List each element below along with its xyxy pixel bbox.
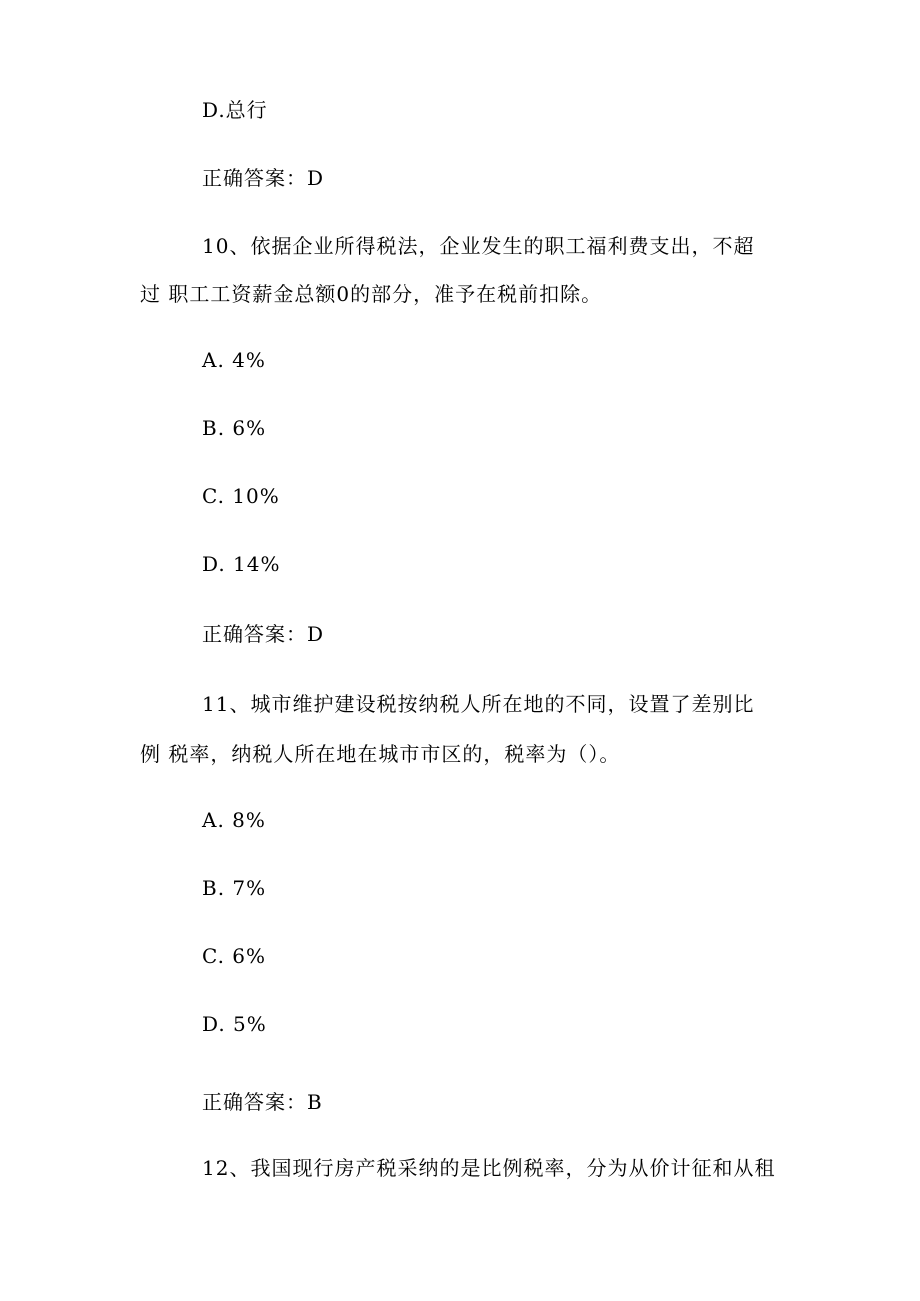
question-10-line2: 过 职工工资薪金总额0的部分，准予在税前扣除。: [140, 282, 603, 306]
q10-option-d: D. 14%: [202, 552, 281, 576]
answer-q9: 正确答案：D: [202, 166, 325, 190]
question-11-line2: 例 税率，纳税人所在地在城市市区的，税率为（）。: [140, 742, 621, 766]
q11-option-d: D. 5%: [202, 1012, 267, 1036]
answer-q10: 正确答案：D: [202, 622, 325, 646]
q10-option-a: A. 4%: [202, 348, 266, 372]
q10-option-c: C. 10%: [202, 484, 280, 508]
q11-option-c: C. 6%: [202, 944, 267, 968]
question-11-line1: 11、城市维护建设税按纳税人所在地的不同，设置了差别比: [202, 692, 755, 716]
q10-option-b: B. 6%: [202, 416, 267, 440]
answer-q11: 正确答案：B: [202, 1090, 323, 1114]
q11-option-a: A. 8%: [202, 808, 266, 832]
question-10-line1: 10、依据企业所得税法，企业发生的职工福利费支出，不超: [202, 234, 755, 258]
q11-option-b: B. 7%: [202, 876, 267, 900]
option-d-prev: D.总行: [202, 98, 268, 122]
question-12-line1: 12、我国现行房产税采纳的是比例税率，分为从价计征和从租: [202, 1156, 776, 1180]
